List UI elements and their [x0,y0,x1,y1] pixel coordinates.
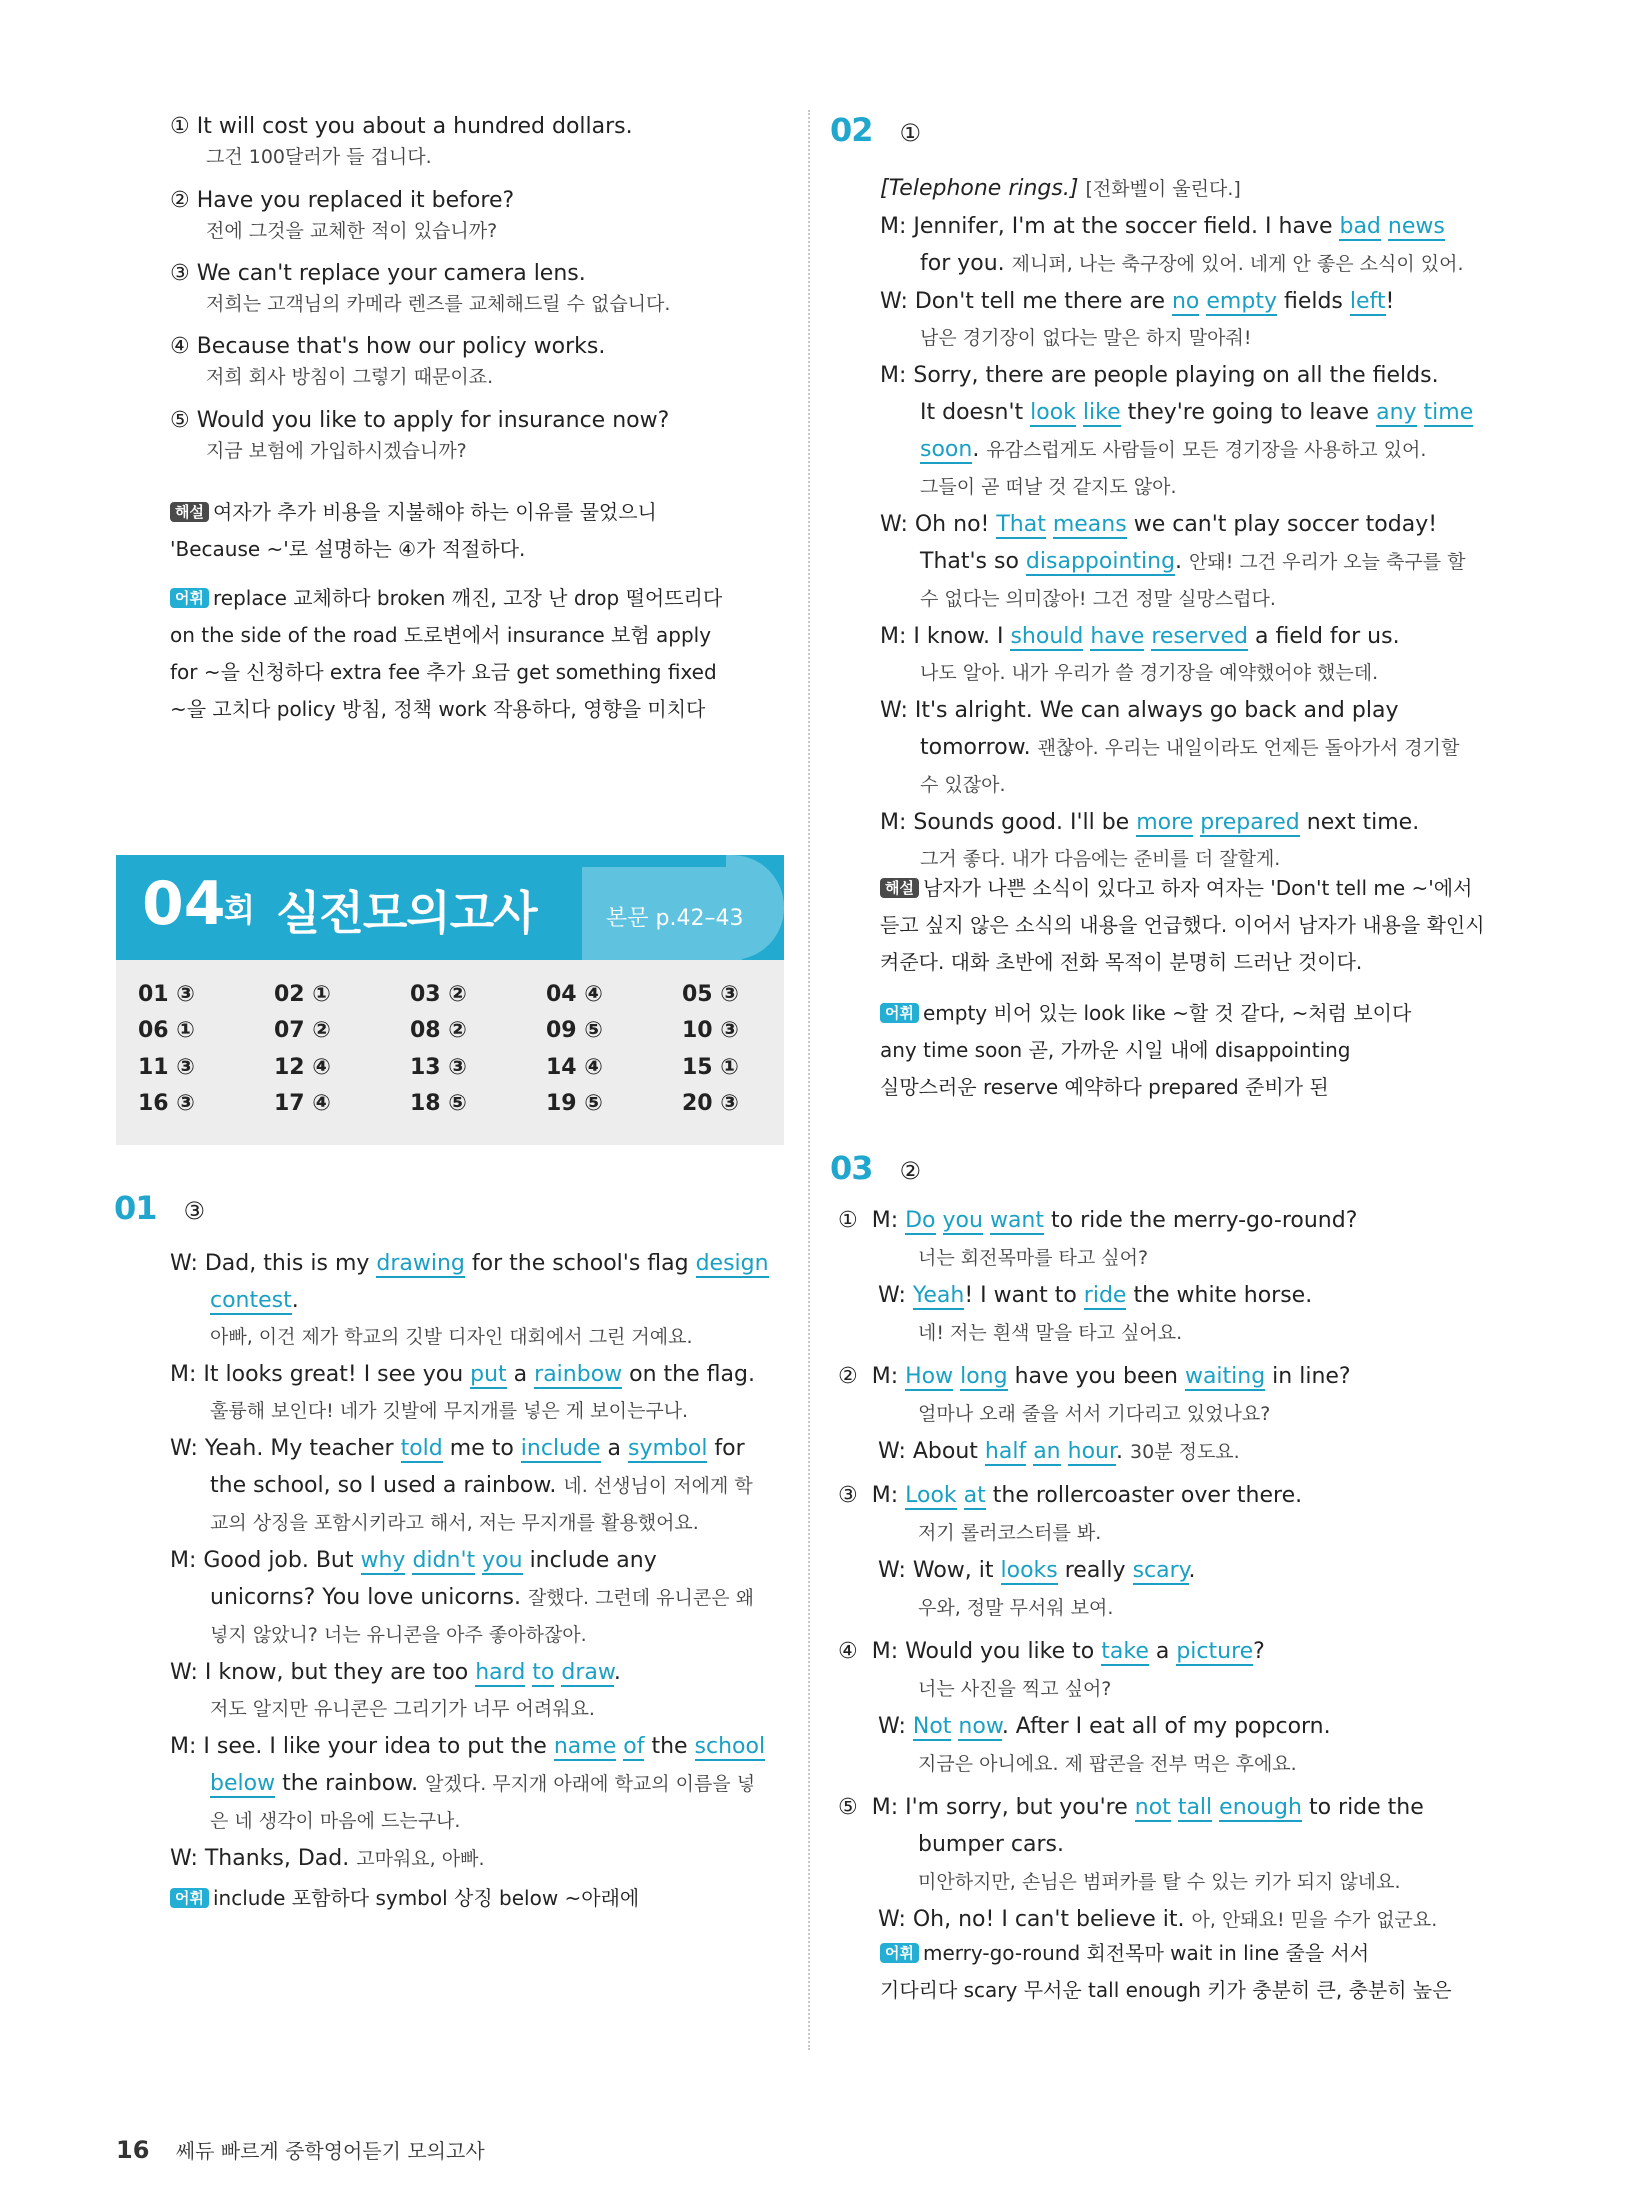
answer-cell: 16 ③ [138,1091,195,1116]
q01-header [114,1190,205,1231]
answer-cell: 20 ③ [682,1091,739,1116]
page-reference: 본문 p.42–43 [606,906,744,931]
answer-cell: 06 ① [138,1018,195,1043]
column-divider [808,110,810,2050]
vocab-text: for ~을 신청하다 extra fee 추가 요금 get something fixed [170,660,717,684]
explanation [170,494,790,568]
question-answer: ③ [183,1197,206,1225]
vocab-tag: 어휘 [170,588,209,608]
answer-cell: 09 ⑤ [546,1018,603,1043]
question-number: 03 [830,1149,873,1187]
page-footer [116,2135,485,2164]
answer-cell: 08 ② [410,1018,467,1043]
vocab-text: 기다리다 scary 무서운 tall enough 키가 충분히 큰, 충분히 높은 [880,1978,1452,2002]
question-answer: ② [899,1157,922,1185]
q01-vocabulary [170,1880,790,1917]
q02-vocabulary [880,995,1520,1106]
answer-cell: 04 ④ [546,982,603,1007]
explanation-tag: 해설 [170,502,209,522]
option-en: ④ Because that's how our policy works. [170,334,606,359]
vocab-text: ~을 고치다 policy 방침, 정책 work 작용하다, 영향을 미치다 [170,697,706,721]
q02-dialogue: [Telephone rings.] [전화벨이 울린다.] M: Jennifer, I'm at the soccer field. I have bad news for you. 제니퍼, 나는 축구장에 있어. 네게 안 좋은 소식이 있어. W: Don't tell me there are no empty fields left! 남은 경기장이 없다는 말은 하지 말아줘! M: Sorry, there are people playing on all the fields. It doesn't look like they're going to leave any time soon. 유감스럽게도 사람들이 모든 경기장을 사용하고 있어. 그들이 곧 떠날 것 같지도 않아. W: Oh no! That means we can't play soccer today! That's so disappointing. 안돼! 그건 우리가 오늘 축구를 할 수 없다는 의미잖아! 그건 정말 실망스럽다. M: I know. I should have reserved a field for us. 나도 알아. 내가 우리가 쓸 경기장을 예약했어야 했는데. W: It's alright. We can always go back and play tomorrow. 괜찮아. 우리는 내일이라도 언제든 돌아가서 경기할 수 있잖아. M: Sounds good. I'll be more prepared next time. 그거 좋다. 내가 다음에는 준비를 더 잘할게. [880,176,1474,870]
explanation-text: 여자가 추가 비용을 지불해야 하는 이유를 물었으니 [212,500,657,524]
explanation-text: 'Because ~'로 설명하는 ④가 적절하다. [170,537,526,561]
explanation-text: 켜준다. 대화 초반에 전화 목적이 분명히 드러난 것이다. [880,950,1363,974]
test-round-label: 회 [224,891,255,929]
q02-explanation [880,870,1520,981]
option-en: ⑤ Would you like to apply for insurance now? [170,408,670,433]
answer-key [116,960,784,1145]
question-answer: ① [899,119,922,147]
q03-dialogues: ① M: Do you want to ride the merry-go-round? 너는 회전목마를 타고 싶어? W: Yeah! I want to ride the white horse. 네! 저는 흰색 말을 타고 싶어요. ② M: How long have you been waiting in line? 얼마나 오래 줄을 서서 기다리고 있었나요? W: About half an hour. 30분 정도요. ③ M: Look at the rollercoaster over there. 저기 롤러코스터를 봐. W: Wow, it looks really scary. 우와, 정말 무서워 보여. ④ M: Would you like to take a picture? 너는 사진을 찍고 싶어? W: Not now. After I eat all of my popcorn. 지금은 아니에요. 제 팝콘을 전부 먹은 후에요. ⑤ M: I'm sorry, but you're not tall enough to ride the bumper cars. 미안하지만, 손님은 범퍼카를 탈 수 있는 키가 되지 않네요. W: Oh, no! I can't believe it. 아, 안돼요! 믿을 수가 없군요. [838,1208,1438,1932]
vocab-tag: 어휘 [170,1888,209,1908]
answer-cell: 02 ① [274,982,331,1007]
book-title: 쎄듀 빠르게 중학영어듣기 모의고사 [175,2139,485,2163]
option-3 [170,259,670,319]
q01-dialogue: W: Dad, this is my drawing for the school's flag design contest. 아빠, 이건 제가 학교의 깃발 디자인 대회에서 그린 거예요. M: It looks great! I see you put a rainbow on the flag. 훌륭해 보인다! 네가 깃발에 무지개를 넣은 게 보이는구나. W: Yeah. My teacher told me to include a symbol for the school, so I used a rainbow. 네. 선생님이 저에게 학 교의 상징을 포함시키라고 해서, 저는 무지개를 활용했어요. M: Good job. But why didn't you include any unicorns? You love unicorns. 잘했다. 그런데 유니콘은 왜 넣지 않았니? 너는 유니콘을 아주 좋아하잖아. W: I know, but they are too hard to draw. 저도 알지만 유니콘은 그리기가 너무 어려워요. M: I see. I like your idea to put the name of the school below the rainbow. 알겠다. 무지개 아래에 학교의 이름을 넣 은 네 생각이 마음에 드는구나. W: Thanks, Dad. 고마워요, 아빠. [170,1251,769,1871]
option-ko: 저희 회사 방침이 그렇기 때문이죠. [206,366,494,388]
vocab-tag: 어휘 [880,1943,919,1963]
answer-cell: 15 ① [682,1055,739,1080]
option-ko: 그건 100달러가 들 겁니다. [206,146,432,168]
test-title: 실전모의고사 [276,886,537,940]
answer-cell: 18 ⑤ [410,1091,467,1116]
option-1 [170,112,633,172]
vocab-text: include 포함하다 symbol 상징 below ~아래에 [212,1886,640,1910]
option-2 [170,186,514,246]
option-ko: 전에 그것을 교체한 적이 있습니까? [206,220,498,242]
option-4 [170,332,605,392]
q02-header [830,112,921,153]
option-ko: 지금 보험에 가입하시겠습니까? [206,440,467,462]
answer-cell: 14 ④ [546,1055,603,1080]
test-banner [116,855,784,960]
answer-cell: 01 ③ [138,982,195,1007]
explanation-text: 듣고 싶지 않은 소식의 내용을 언급했다. 이어서 남자가 내용을 확인시 [880,913,1485,937]
question-number: 02 [830,111,873,149]
vocab-text: 실망스러운 reserve 예약하다 prepared 준비가 된 [880,1075,1329,1099]
answer-cell: 19 ⑤ [546,1091,603,1116]
answer-cell: 13 ③ [410,1055,467,1080]
vocab-text: empty 비어 있는 look like ~할 것 같다, ~처럼 보이다 [922,1001,1412,1025]
option-en: ③ We can't replace your camera lens. [170,261,586,286]
answer-cell: 17 ④ [274,1091,331,1116]
test-number: 04 [142,869,226,939]
option-5 [170,406,669,466]
answer-cell: 05 ③ [682,982,739,1007]
option-en: ① It will cost you about a hundred dollars. [170,114,633,139]
answer-cell: 11 ③ [138,1055,195,1080]
vocab-text: replace 교체하다 broken 깨진, 고장 난 drop 떨어뜨리다 [212,586,723,610]
q03-vocabulary [880,1935,1520,2009]
answer-cell: 10 ③ [682,1018,739,1043]
vocab-tag: 어휘 [880,1003,919,1023]
q03-header [830,1150,921,1191]
vocab-text: merry-go-round 회전목마 wait in line 줄을 서서 [922,1941,1370,1965]
question-number: 01 [114,1189,157,1227]
vocabulary [170,580,790,728]
explanation-tag: 해설 [880,878,919,898]
answer-cell: 12 ④ [274,1055,331,1080]
option-ko: 저희는 고객님의 카메라 렌즈를 교체해드릴 수 없습니다. [206,293,671,315]
explanation-text: 남자가 나쁜 소식이 있다고 하자 여자는 'Don't tell me ~'에서 [922,876,1473,900]
vocab-text: on the side of the road 도로변에서 insurance 보험 apply [170,623,712,647]
page-number: 16 [116,2136,150,2164]
answer-cell: 07 ② [274,1018,331,1043]
vocab-text: any time soon 곧, 가까운 시일 내에 disappointing [880,1038,1351,1062]
option-en: ② Have you replaced it before? [170,188,515,213]
answer-cell: 03 ② [410,982,467,1007]
